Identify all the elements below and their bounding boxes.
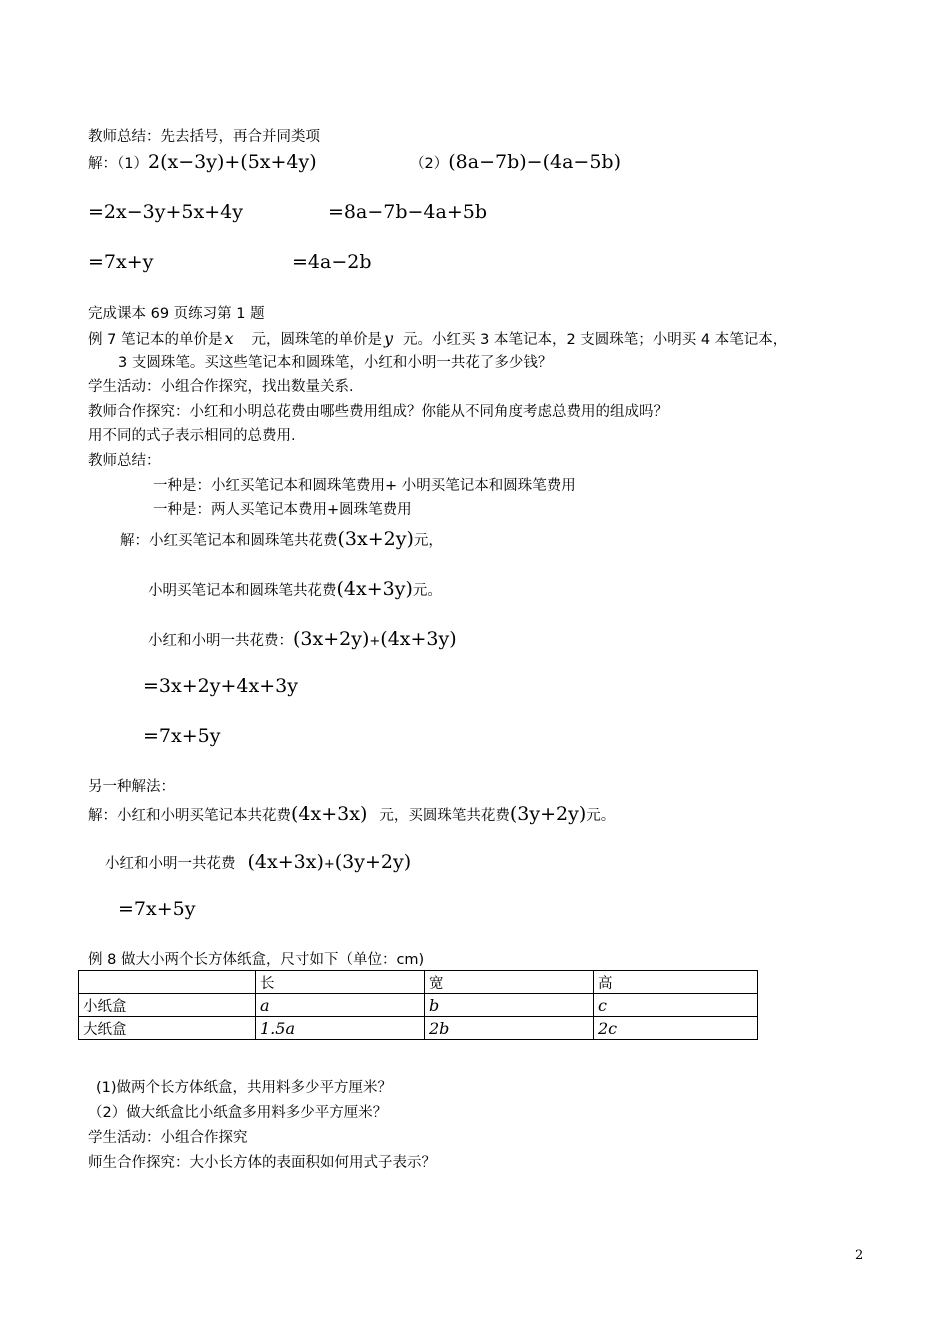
table-cell: 大纸盒 [79, 1017, 256, 1040]
solution-5-step-1: =3x+2y+4x+3y [143, 675, 298, 697]
solution-2-label: （2） [410, 156, 449, 172]
dimensions-table [78, 970, 758, 1040]
table-cell: 小纸盒 [79, 994, 256, 1017]
alternative-text-a: 解：小红和小明买笔记本共花费 [88, 808, 291, 824]
table-cell: a [256, 994, 425, 1017]
alternative-heading: 另一种解法： [88, 779, 175, 795]
solution-1-expression: 2(x−3y)+(5x+4y) [147, 151, 317, 173]
teacher-inquiry-2: 用不同的式子表示相同的总费用. [88, 428, 296, 444]
example-8-title: 例 8 做大小两个长方体纸盒，尺寸如下（单位：cm) [88, 952, 425, 968]
table-cell: 2b [425, 1017, 594, 1040]
table-header-row [79, 971, 758, 994]
step-2a: =7x+y [88, 251, 154, 273]
example-7-x: x [224, 329, 234, 348]
table-cell: 1.5a [256, 1017, 425, 1040]
alternative-text-c: 元。 [586, 808, 616, 824]
table-header-cell [79, 971, 256, 994]
page-number: 2 [855, 1248, 864, 1263]
solution-5-step-2: =7x+5y [143, 725, 221, 747]
kind-1: 一种是：小红买笔记本和圆珠笔费用+ 小明买笔记本和圆珠笔费用 [153, 478, 576, 494]
alternative-total-expression-1: (4x+3x) [247, 851, 324, 873]
solution-1-row [88, 153, 317, 173]
table-header-cell: 宽 [425, 971, 594, 994]
step-2b: =4a−2b [292, 251, 372, 273]
teacher-inquiry-1: 教师合作探究：小红和小明总花费由哪些费用组成？你能从不同角度考虑总费用的组成吗？ [88, 404, 668, 420]
example-7-line-1 [88, 330, 787, 349]
solution-5-plus: + [369, 634, 381, 649]
table-row [79, 1017, 758, 1040]
solution-2-expression: (8a−7b)−(4a−5b) [448, 151, 621, 173]
table-cell: c [594, 994, 758, 1017]
exercise-note: 完成课本 69 页练习第 1 题 [88, 306, 265, 322]
kind-2: 一种是：两人买笔记本费用+圆珠笔费用 [153, 502, 412, 518]
solution-3-text: 解：小红买笔记本和圆珠笔共花费 [120, 533, 338, 549]
example-7-y: y [383, 329, 394, 348]
step-1a: =2x−3y+5x+4y [88, 201, 243, 223]
table-cell: b [425, 994, 594, 1017]
alternative-total-row [105, 853, 411, 874]
table-cell: 2c [594, 1017, 758, 1040]
solution-4-unit: 元。 [412, 583, 442, 599]
alternative-total-expression-2: (3y+2y) [334, 851, 412, 873]
alternative-total-text: 小红和小明一共花费 [105, 856, 236, 872]
student-activity-1: 学生活动：小组合作探究，找出数量关系. [88, 379, 354, 395]
alternative-total-plus: + [323, 857, 335, 872]
teacher-summary-2: 教师总结： [88, 453, 161, 469]
solution-5-expression-1: (3x+2y) [293, 628, 370, 650]
solution-4-expression: (4x+3y) [336, 578, 413, 600]
table-header-cell: 高 [594, 971, 758, 994]
question-1: (1)做两个长方体纸盒，共用料多少平方厘米？ [96, 1080, 393, 1096]
solution-4-row [148, 580, 442, 600]
table-header-cell: 长 [256, 971, 425, 994]
solution-3-row [120, 530, 443, 550]
teacher-student-inquiry: 师生合作探究：大小长方体的表面积如何用式子表示？ [88, 1155, 436, 1171]
solution-3-unit: 元， [413, 533, 443, 549]
solution-1-label: 解：（1） [88, 156, 148, 172]
solution-2-row [410, 153, 621, 173]
alternative-expression-2: (3y+2y) [509, 803, 587, 825]
step-1b: =8a−7b−4a+5b [328, 201, 488, 223]
alternative-solution-row [88, 805, 615, 825]
solution-5-expression-2: (4x+3y) [380, 628, 457, 650]
teacher-summary-1: 教师总结：先去括号，再合并同类项 [88, 129, 320, 145]
question-2: （2）做大纸盒比小纸盒多用料多少平方厘米？ [88, 1105, 388, 1121]
alternative-expression-1: (4x+3x) [291, 803, 368, 825]
example-7-part-c: 元。小红买 3 本笔记本，2 支圆珠笔；小明买 4 本笔记本， [403, 332, 788, 348]
alternative-step: =7x+5y [118, 898, 196, 920]
solution-5-text: 小红和小明一共花费： [148, 633, 293, 649]
solution-3-expression: (3x+2y) [337, 528, 414, 550]
solution-5-row [148, 630, 457, 651]
solution-4-text: 小明买笔记本和圆珠笔共花费 [148, 583, 337, 599]
example-7-part-a: 例 7 笔记本的单价是 [88, 332, 223, 348]
alternative-text-b: 元，买圆珠笔共花费 [379, 808, 510, 824]
table-row [79, 994, 758, 1017]
example-7-part-b: 元，圆珠笔的单价是 [251, 332, 382, 348]
example-7-line-2: 3 支圆珠笔。买这些笔记本和圆珠笔，小红和小明一共花了多少钱？ [118, 355, 553, 371]
student-activity-2: 学生活动：小组合作探究 [88, 1130, 248, 1146]
